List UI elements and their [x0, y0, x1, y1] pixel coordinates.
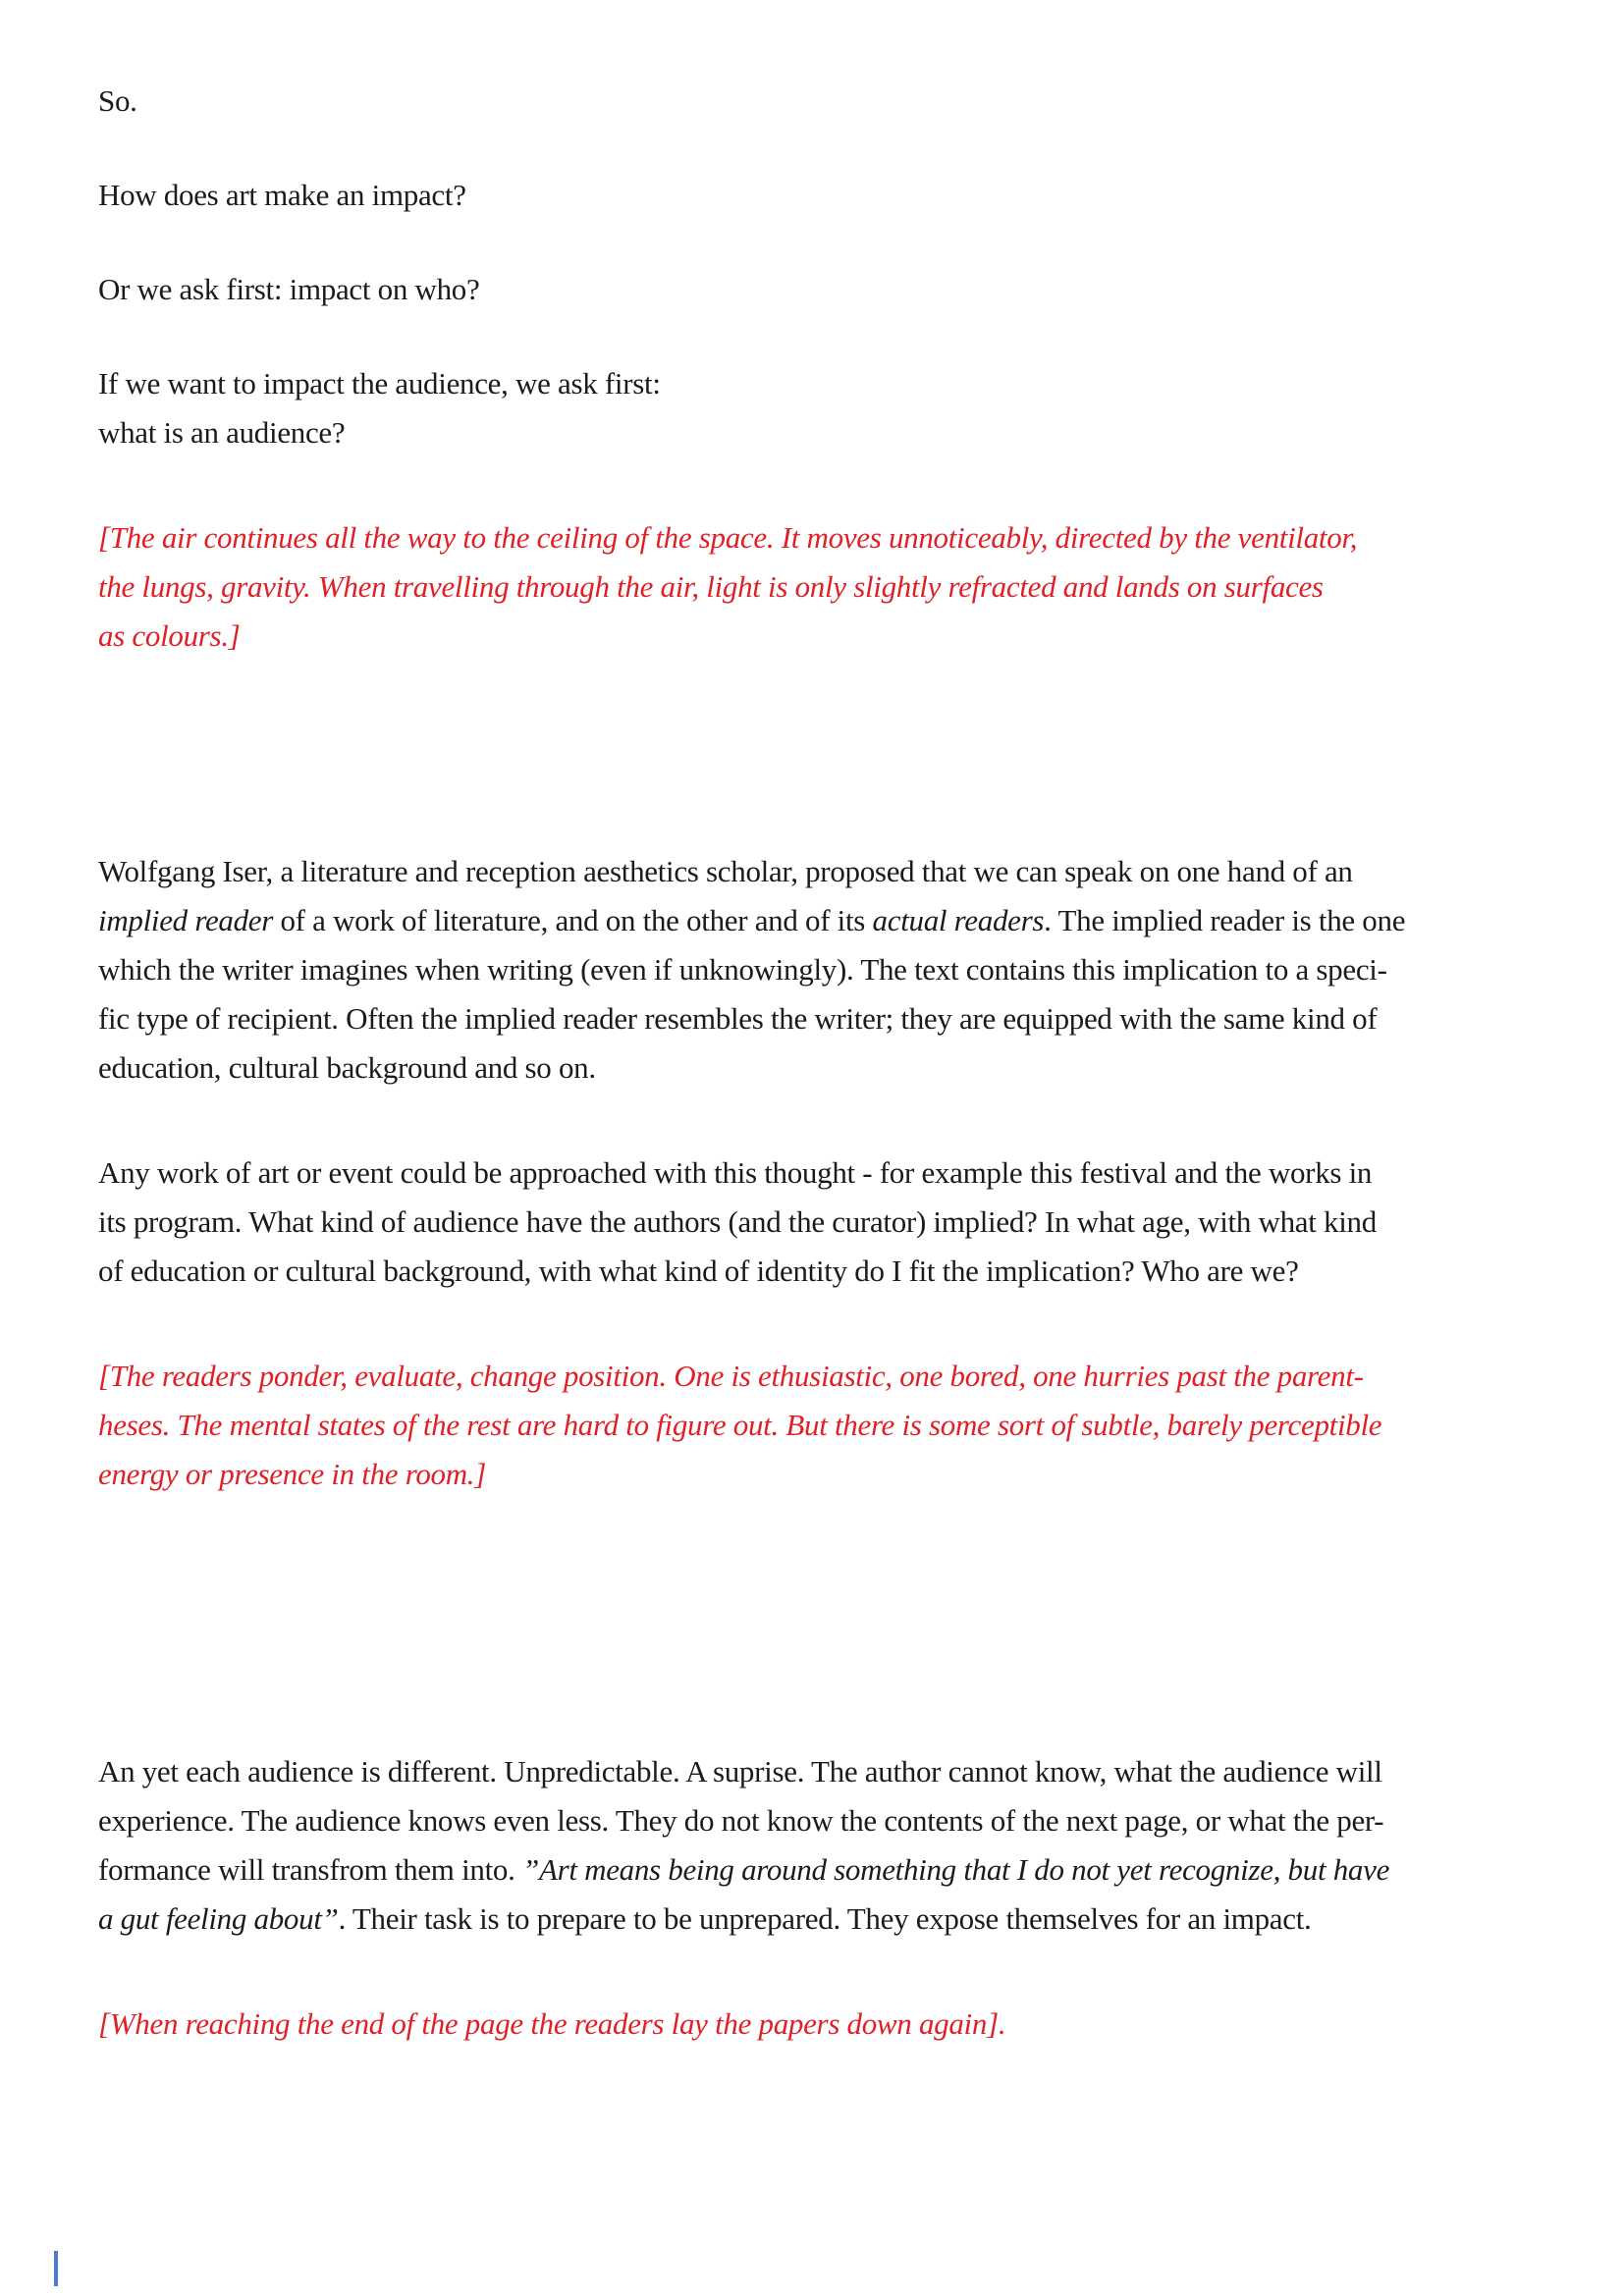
text-line: education, cultural background and so on.: [98, 1050, 596, 1085]
text-cursor-artifact: [54, 2251, 58, 2286]
text-line: Or we ask first: impact on who?: [98, 272, 480, 306]
text-line: what is an audience?: [98, 415, 346, 450]
text-line: implied reader of a work of literature, and on the other and of its actual readers. The implied reader is the one: [98, 903, 1406, 937]
text-line: fic type of recipient. Often the implied reader resembles the writer; they are equipped with the same kind of: [98, 1001, 1378, 1036]
text-line: the lungs, gravity. When travelling through the air, light is only slightly refracted and lands on surfaces: [98, 569, 1324, 604]
paragraph-6: [98, 847, 1571, 1093]
text-line: which the writer imagines when writing (even if unknowingly). The text contains this implication to a speci-: [98, 952, 1387, 987]
text-line: of education or cultural background, with what kind of identity do I fit the implication? Who are we?: [98, 1254, 1299, 1288]
text-line: Wolfgang Iser, a literature and reception aesthetics scholar, proposed that we can speak on one hand of an: [98, 854, 1353, 888]
paragraph-3: [98, 265, 1571, 314]
text-line: [When reaching the end of the page the readers lay the papers down again].: [98, 2006, 1006, 2041]
text-line: energy or presence in the room.]: [98, 1457, 487, 1491]
paragraph-1: [98, 77, 1571, 126]
text-line: its program. What kind of audience have the authors (and the curator) implied? In what age, with what kind: [98, 1204, 1377, 1239]
paragraph-5-bracketed-note: [98, 513, 1571, 661]
text-line: How does art make an impact?: [98, 178, 466, 212]
paragraph-4: [98, 359, 1571, 457]
text-line: as colours.]: [98, 618, 241, 653]
paragraph-10-bracketed-note: [98, 2000, 1571, 2049]
text-line: formance will transfrom them into. ”Art means being around something that I do not yet recognize, but have: [98, 1852, 1390, 1887]
text-line: An yet each audience is different. Unpredictable. A suprise. The author cannot know, what the audience will: [98, 1754, 1382, 1789]
text-line: heses. The mental states of the rest are hard to figure out. But there is some sort of subtle, barely perceptible: [98, 1408, 1382, 1442]
paragraph-8-bracketed-note: [98, 1352, 1571, 1499]
text-line: Any work of art or event could be approached with this thought - for example this festival and the works in: [98, 1155, 1373, 1190]
text-line: a gut feeling about”. Their task is to prepare to be unprepared. They expose themselves for an impact.: [98, 1901, 1312, 1936]
text-line: So.: [98, 83, 137, 118]
text-line: experience. The audience knows even less. They do not know the contents of the next page, or what the per-: [98, 1803, 1384, 1838]
text-line: If we want to impact the audience, we ask first:: [98, 366, 661, 400]
text-line: [The air continues all the way to the ceiling of the space. It moves unnoticeably, directed by the ventilator,: [98, 520, 1358, 555]
text-column: [98, 77, 1571, 2049]
text-line: [The readers ponder, evaluate, change position. One is ethusiastic, one bored, one hurries past the parent-: [98, 1359, 1364, 1393]
paragraph-2: [98, 171, 1571, 220]
paragraph-9: [98, 1747, 1571, 1944]
paragraph-7: [98, 1148, 1571, 1296]
